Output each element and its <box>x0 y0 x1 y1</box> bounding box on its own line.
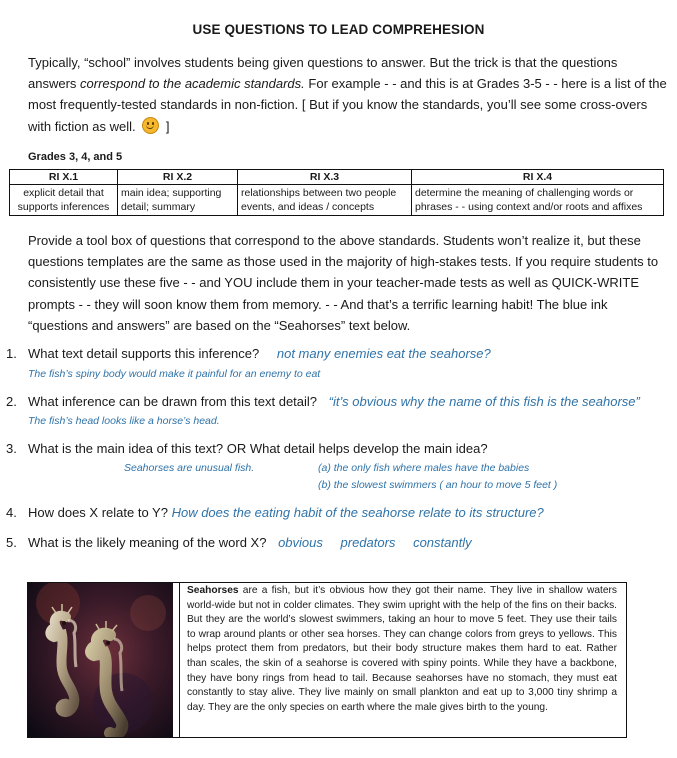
question-example: How does the eating habit of the seahorse relate to its structure? <box>171 505 544 520</box>
seahorse-passage <box>179 583 621 737</box>
seahorse-passage-box <box>27 582 627 738</box>
intro-text-2: For example - - and this is at Grades 3-5 - - here is a list of the most frequently-tested standards in non-fiction. [ But if you know the standards, you’ll see some cross-overs with fiction as well. <box>28 76 667 134</box>
vocab-word: predators <box>340 535 396 550</box>
standards-table <box>9 169 664 216</box>
question-2 <box>6 393 671 411</box>
vocab-word: obvious <box>278 535 323 550</box>
question-example: “it’s obvious why the name of this fish is the seahorse” <box>328 394 640 409</box>
question-text: What inference can be drawn from this text detail? <box>28 394 318 409</box>
standards-row <box>10 185 664 216</box>
question-text: How does X relate to Y? <box>28 505 168 520</box>
intro-end: ] <box>162 118 170 134</box>
question-number: 5. <box>6 535 17 550</box>
question-1 <box>6 345 671 363</box>
question-number: 4. <box>6 505 17 520</box>
question-number: 1. <box>6 346 17 361</box>
standard-header: RI X.3 <box>238 170 412 185</box>
question-number: 2. <box>6 394 17 409</box>
intro-italic: correspond to the academic standards. <box>80 76 305 92</box>
question-5 <box>6 534 671 552</box>
grades-label: Grades 3, 4, and 5 <box>28 151 123 163</box>
question-text: What is the main idea of this text? OR What detail helps develop the main idea? <box>28 441 488 456</box>
standard-cell: explicit detail that supports inferences <box>10 185 118 216</box>
question-number: 3. <box>6 441 17 456</box>
standard-header: RI X.1 <box>10 170 118 185</box>
standard-header: RI X.2 <box>118 170 238 185</box>
standard-cell: main idea; supporting detail; summary <box>118 185 238 216</box>
answer-1: The fish’s spiny body would make it painful for an enemy to eat <box>28 368 321 380</box>
question-4 <box>6 504 671 522</box>
standard-cell: relationships between two people events, and ideas / concepts <box>238 185 412 216</box>
vocab-word: constantly <box>413 535 472 550</box>
standard-cell: determine the meaning of challenging words or phrases - - using context and/or roots and affixes <box>412 185 664 216</box>
smiley-face-icon <box>142 117 159 134</box>
standard-header: RI X.4 <box>412 170 664 185</box>
answer-2: The fish’s head looks like a horse’s head. <box>28 415 220 427</box>
passage-body: are a fish, but it’s obvious how they got their name. They live in shallow waters world-wide but not in colder climates. They swim upright with the help of the fins on their backs. But they are the world’s slowest swimmers, taking an hour to move 5 feet. They use their tails to wrap around plants or other sea horses. They can change colors from greys to yellows. This helps protect them from predators, but their body structure makes them hard to eat. Rather than scales, the skin of a seahorse is covered with spiny points. While they have a backbone, they have bony rings from head to tail. Because seahorses have no stomach, they must eat constantly to stay alive. They live mainly on small plankton and eat up to 3,000 tiny shrimp a day. They are the only species on earth where the male gives birth to the young. <box>187 585 617 713</box>
page-title: USE QUESTIONS TO LEAD COMPREHESION <box>192 22 485 37</box>
answer-3-a: (a) the only fish where males have the babies <box>318 462 530 474</box>
standards-header-row <box>10 170 664 185</box>
question-text: What text detail supports this inference? <box>28 346 260 361</box>
intro-paragraph <box>28 52 668 137</box>
passage-title: Seahorses <box>187 585 239 596</box>
answer-3-main: Seahorses are unusual fish. <box>124 462 255 474</box>
question-text: What is the likely meaning of the word X? <box>28 535 267 550</box>
toolbox-text: Provide a tool box of questions that correspond to the above standards. Students won’t realize it, but these questions templates are the same as those used in the majority of high-stakes tests. If you require students to consistently use these five - - and YOU include them in your teacher-made tests as well as QUICK-WRITE prompts - - they will soon know them from memory. - - And that’s a terrific learning habit! The blue ink “questions and answers” are based on the “Seahorses” text below. <box>28 233 659 333</box>
intro-text-1: Typically, “school” involves students being given questions to answer. But the trick is that the questions answers <box>28 55 618 92</box>
toolbox-paragraph <box>28 230 668 336</box>
seahorse-photo <box>28 583 173 737</box>
question-example: not many enemies eat the seahorse? <box>276 346 491 361</box>
answer-3-b: (b) the slowest swimmers ( an hour to move 5 feet ) <box>318 479 558 491</box>
question-3 <box>6 440 671 458</box>
